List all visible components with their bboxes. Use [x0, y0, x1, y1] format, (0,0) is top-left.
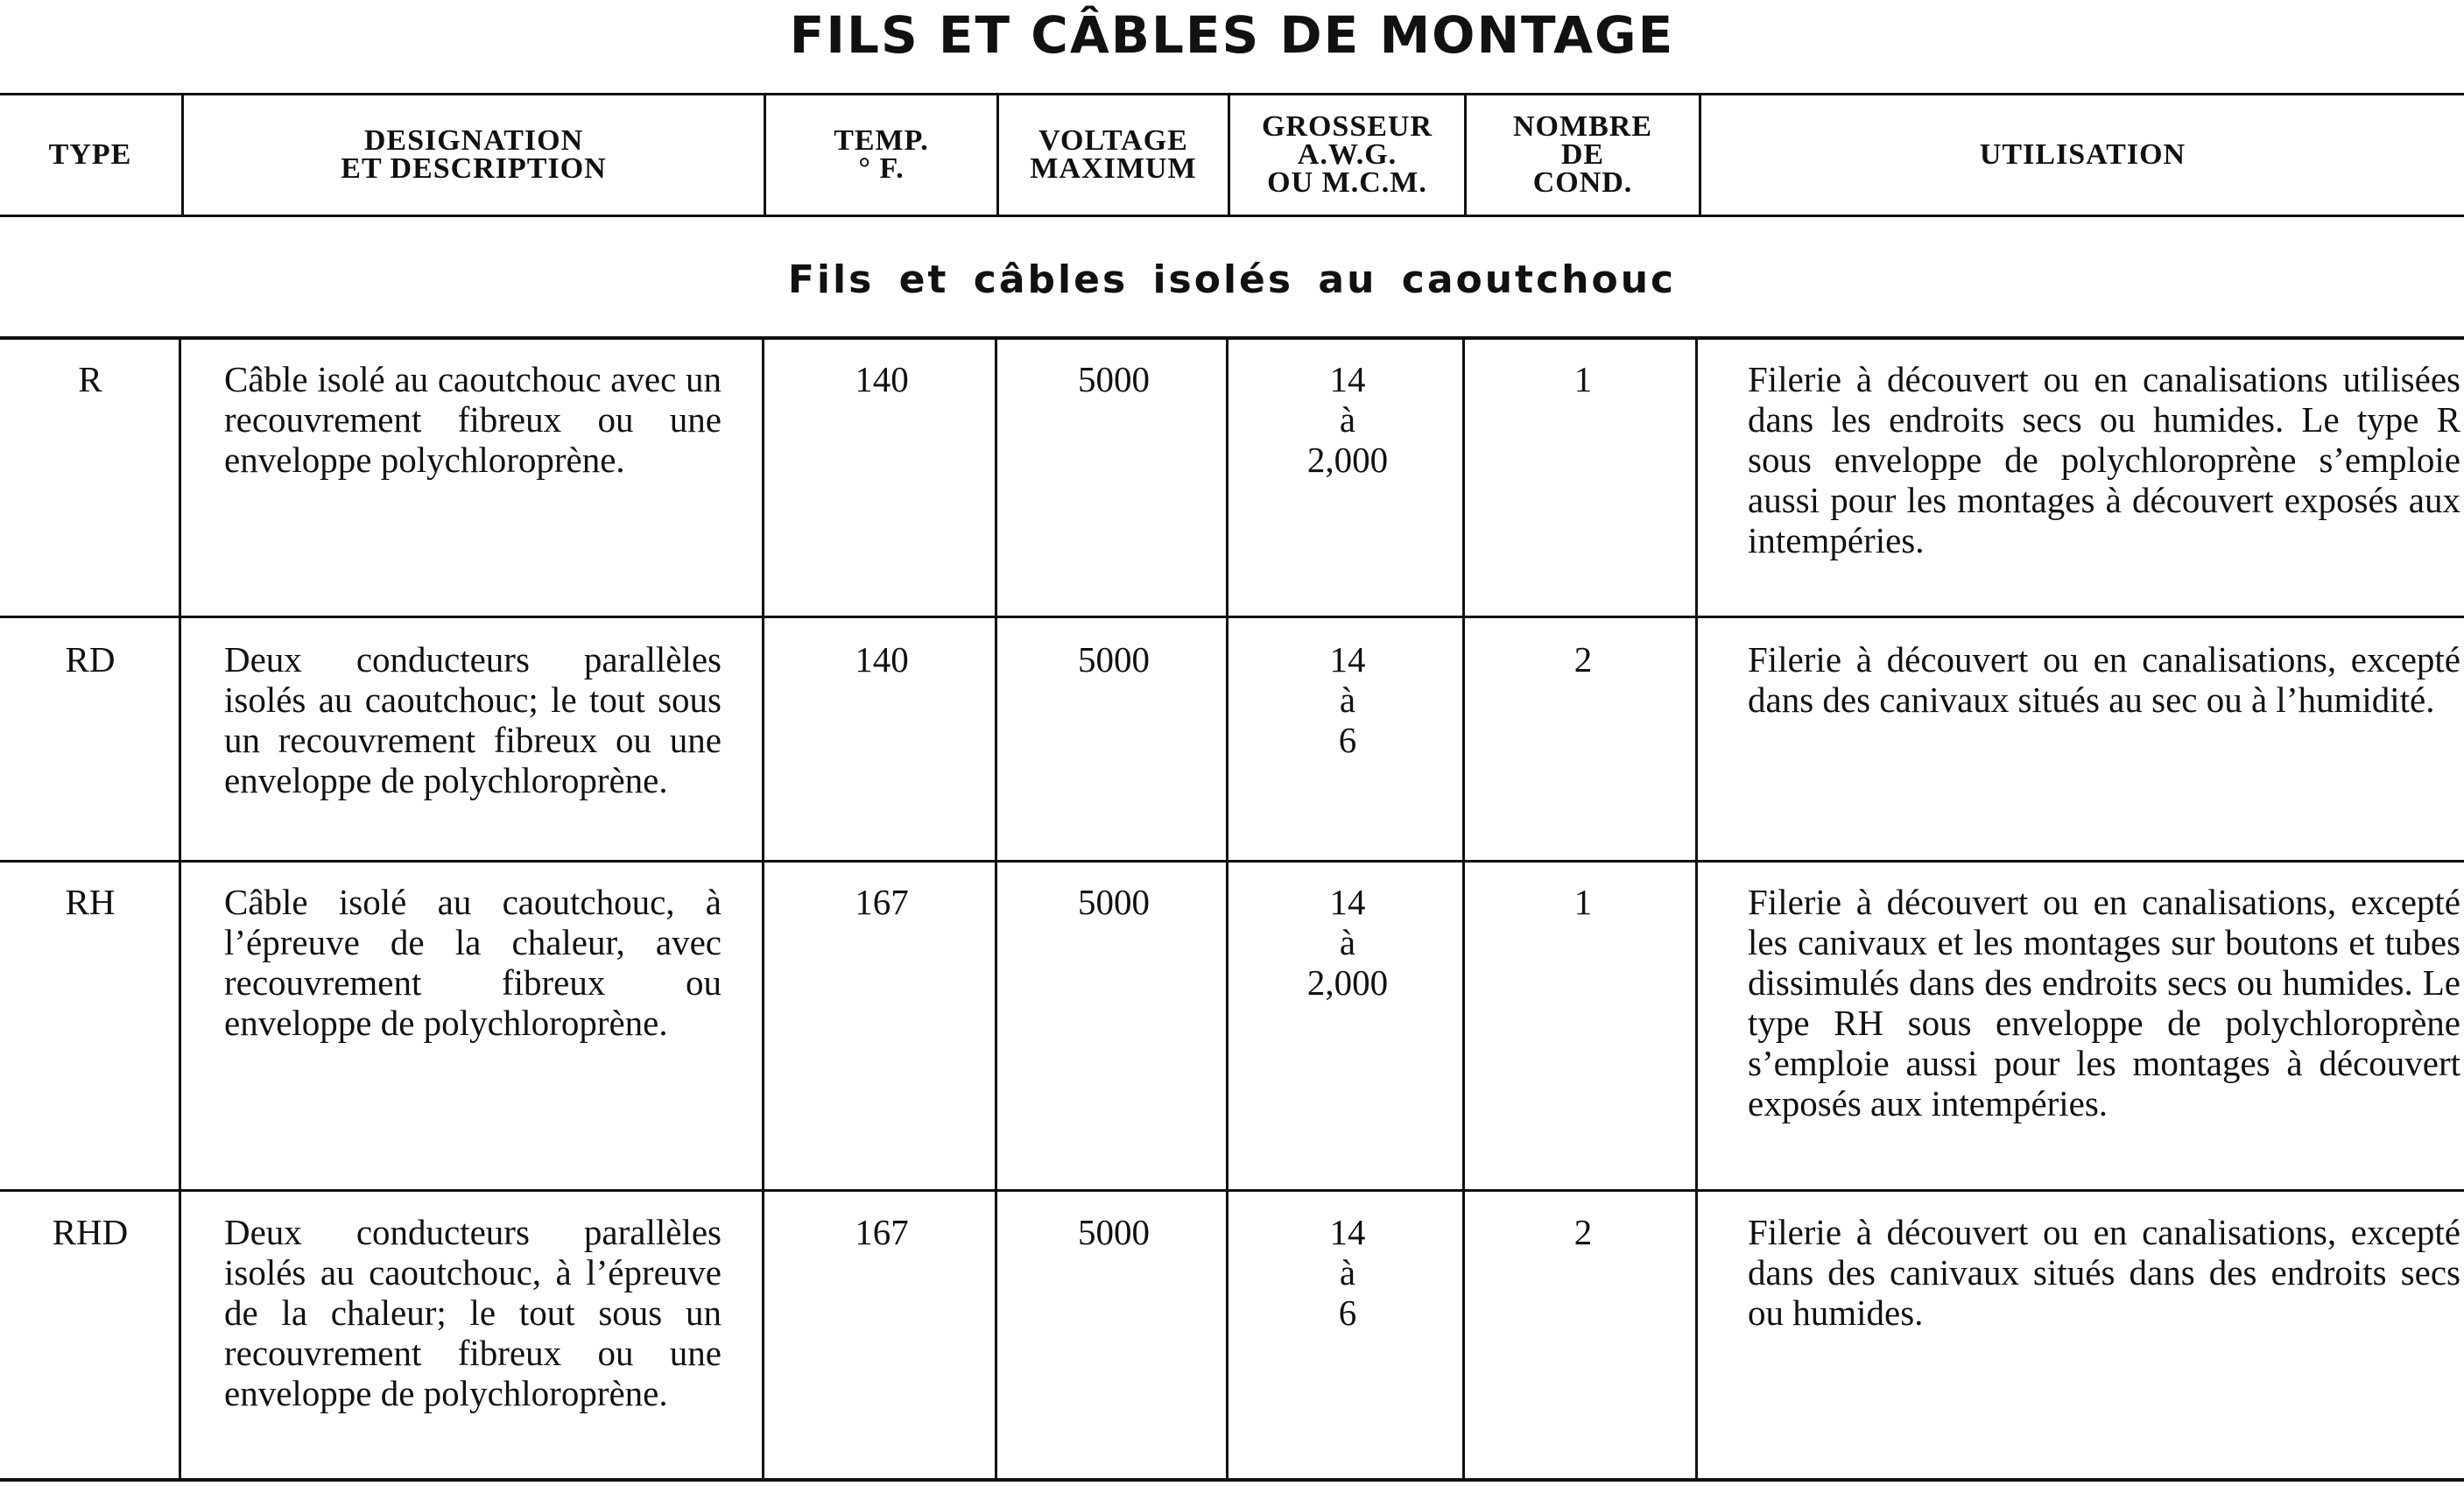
page-title: FILS ET CÂBLES DE MONTAGE	[789, 5, 1675, 65]
cell-temp: 167	[855, 1212, 909, 1252]
row-divider	[0, 1189, 2464, 1192]
body-top-rule	[0, 336, 2464, 340]
table-bottom-rule	[0, 1478, 2464, 1482]
cell-use: Filerie à découvert ou en canalisations, excepté dans des canivaux situés dans des endroits secs ou humides.	[1748, 1212, 2460, 1333]
cell-use: Filerie à découvert ou en canalisations, excepté dans des canivaux situés au sec ou à l’humidité.	[1748, 639, 2460, 720]
section-title: Fils et câbles isolés au caoutchouc	[787, 257, 1677, 302]
header-voltage: VOLTAGE MAXIMUM	[1030, 124, 1197, 185]
header-temp: TEMP. ° F.	[834, 124, 929, 185]
column-rule	[762, 338, 764, 1480]
cell-type: RH	[65, 882, 116, 922]
cell-type: RHD	[52, 1212, 129, 1252]
cell-temp: 167	[855, 882, 909, 922]
cell-conductors: 2	[1573, 639, 1593, 680]
cell-voltage: 5000	[1078, 1212, 1150, 1252]
header-nombre: NOMBRE DE COND.	[1513, 110, 1652, 199]
cell-description: Câble isolé au caoutchouc, à l’épreuve de la chaleur, avec recouvrement fibreux ou enveloppe de polychloroprène.	[224, 882, 722, 1043]
cell-voltage: 5000	[1078, 639, 1150, 680]
header-designation: DESIGNATION ET DESCRIPTION	[341, 124, 607, 185]
cell-conductors: 1	[1573, 359, 1593, 399]
cell-description: Deux conducteurs parallèles isolés au caoutchouc, à l’épreuve de la chaleur; le tout sous un recouvrement fibreux ou une enveloppe de polychloroprène.	[224, 1212, 722, 1413]
cell-size: 14 à 6	[1329, 639, 1366, 760]
cell-size: 14 à 2,000	[1306, 882, 1389, 1003]
cell-voltage: 5000	[1078, 359, 1150, 399]
cell-temp: 140	[855, 359, 909, 399]
row-divider	[0, 616, 2464, 618]
header-type: TYPE	[48, 138, 132, 171]
cell-size: 14 à 6	[1329, 1212, 1366, 1333]
cell-use: Filerie à découvert ou en canalisations utilisées dans les endroits secs ou humides. Le type R sous enveloppe de polychloroprène s’emploie aussi pour les montages à découvert exposés aux intempéries.	[1748, 359, 2460, 560]
cell-description: Deux conducteurs parallèles isolés au caoutchouc; le tout sous un recouvrement fibreux ou une enveloppe de polychloroprène.	[224, 639, 722, 800]
cell-type: R	[78, 359, 102, 399]
cell-use: Filerie à découvert ou en canalisations, excepté les canivaux et les montages sur boutons et tubes dissimulés dans des endroits secs ou humides. Le type RH sous enveloppe de polychloroprène s’emploie aussi pour les montages à découvert exposés aux intempéries.	[1748, 882, 2460, 1123]
cell-temp: 140	[855, 639, 909, 680]
cell-size: 14 à 2,000	[1306, 359, 1389, 480]
row-divider	[0, 860, 2464, 863]
cell-voltage: 5000	[1078, 882, 1150, 922]
cell-conductors: 2	[1573, 1212, 1593, 1252]
cell-description: Câble isolé au caoutchouc avec un recouvrement fibreux ou une enveloppe polychloroprène.	[224, 359, 722, 480]
header-utilisation: UTILISATION	[1979, 138, 2186, 171]
cell-conductors: 1	[1573, 882, 1593, 922]
header-grosseur: GROSSEUR A.W.G. OU M.C.M.	[1261, 110, 1433, 199]
cell-type: RD	[65, 639, 116, 680]
